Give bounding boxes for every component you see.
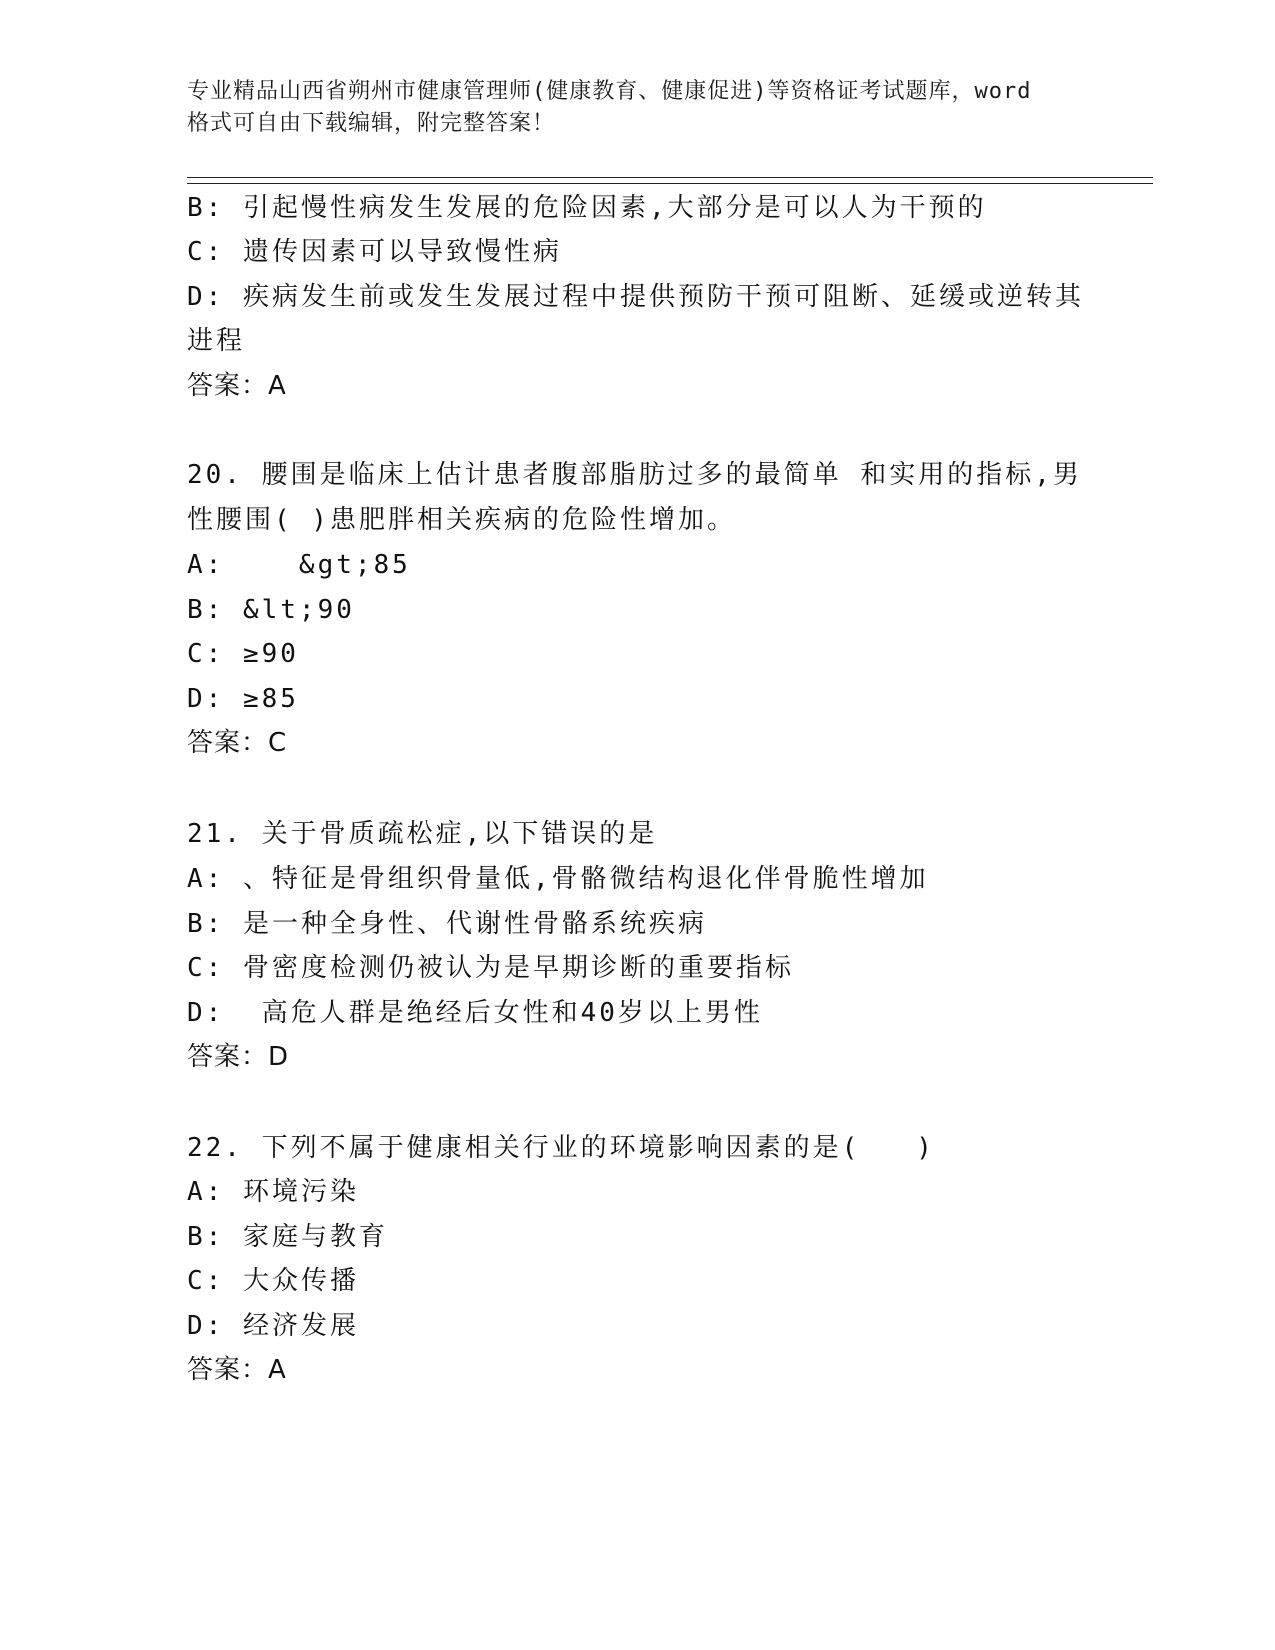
q21-stem: 21. 关于骨质疏松症,以下错误的是 <box>187 819 658 849</box>
header-line-1: 专业精品山西省朔州市健康管理师(健康教育、健康促进)等资格证考试题库，word <box>187 79 1032 104</box>
q21-option-c: C: 骨密度检测仍被认为是早期诊断的重要指标 <box>187 953 794 983</box>
q22-option-d: D: 经济发展 <box>187 1311 359 1341</box>
q20-option-b: B: &lt;90 <box>187 595 355 625</box>
prev-option-d-line2: 进程 <box>187 326 246 356</box>
q22-option-b: B: 家庭与教育 <box>187 1222 388 1252</box>
q22-answer: 答案：A <box>187 1355 287 1385</box>
q20-option-d: D: ≥85 <box>187 684 299 714</box>
q20-answer: 答案：C <box>187 728 288 758</box>
q21-option-d: D: 高危人群是绝经后女性和40岁以上男性 <box>187 998 763 1028</box>
prev-option-d-line1: D: 疾病发生前或发生发展过程中提供预防干预可阻断、延缓或逆转其 <box>187 282 1084 312</box>
document-header <box>187 76 1107 140</box>
q20-stem-line2: 性腰围( )患肥胖相关疾病的危险性增加。 <box>187 505 736 535</box>
q20-option-c: C: ≥90 <box>187 639 299 669</box>
q22-option-a: A: 环境污染 <box>187 1177 359 1207</box>
prev-option-b: B: 引起慢性病发生发展的危险因素,大部分是可以人为干预的 <box>187 193 987 223</box>
q22-stem: 22. 下列不属于健康相关行业的环境影响因素的是( ) <box>187 1133 935 1163</box>
header-divider-bottom <box>187 183 1153 184</box>
header-divider-top <box>187 177 1153 178</box>
q22-option-c: C: 大众传播 <box>187 1266 359 1296</box>
q21-option-b: B: 是一种全身性、代谢性骨骼系统疾病 <box>187 909 707 939</box>
q21-option-a: A: 、特征是骨组织骨量低,骨骼微结构退化伴骨脆性增加 <box>187 864 929 894</box>
prev-option-c: C: 遗传因素可以导致慢性病 <box>187 237 562 267</box>
q20-option-a: A: &gt;85 <box>187 550 411 580</box>
prev-answer: 答案：A <box>187 371 287 401</box>
q21-answer: 答案：D <box>187 1042 290 1072</box>
header-line-2: 格式可自由下载编辑，附完整答案！ <box>187 111 556 136</box>
q20-stem-line1: 20. 腰围是临床上估计患者腹部脂肪过多的最简单 和实用的指标,男 <box>187 460 1082 490</box>
